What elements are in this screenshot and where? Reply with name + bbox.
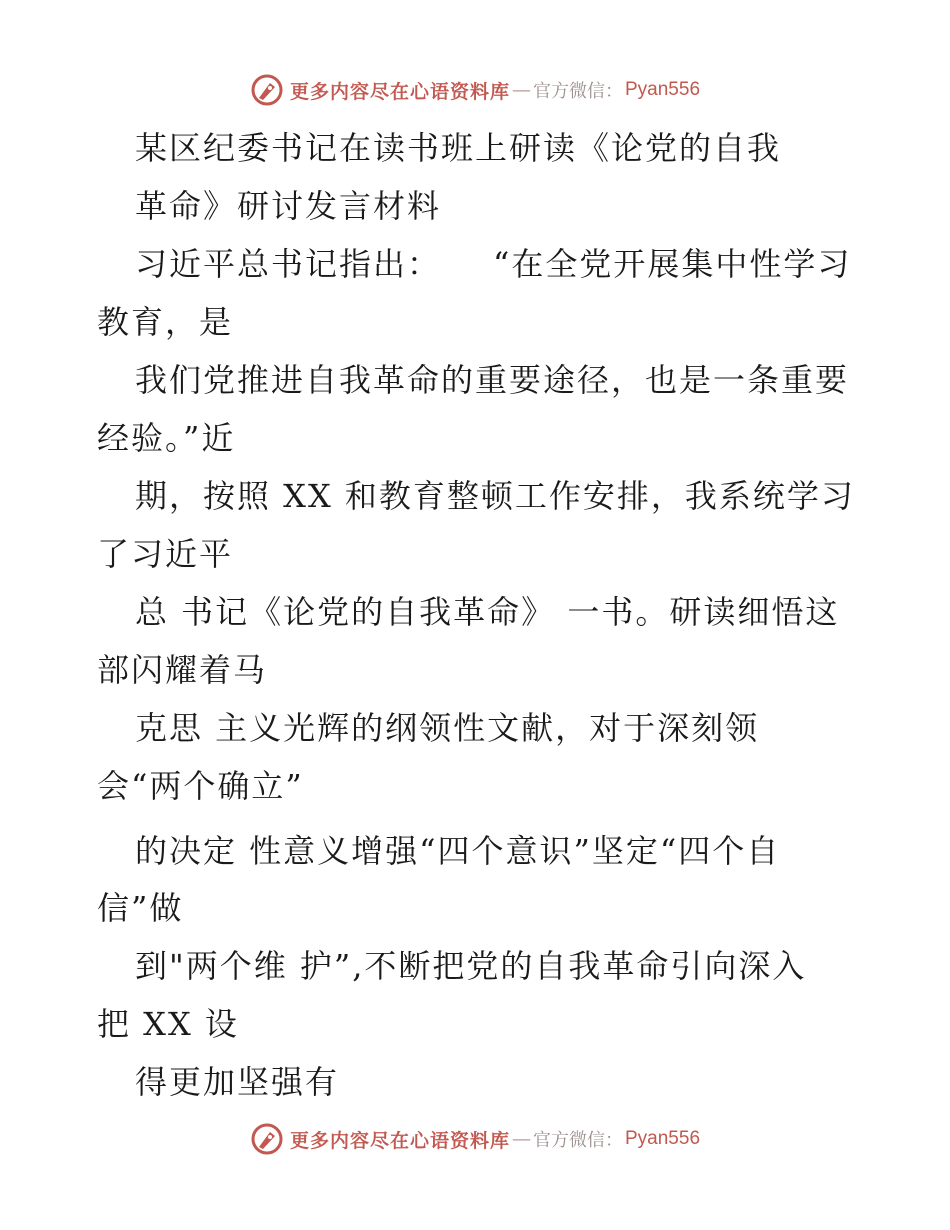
watermark-text: 更多内容尽在心语资料库 [289,80,510,103]
text-line: 我们党推进自我革命的重要途径，也是一条重要 [135,361,850,399]
text-line: 的决定 性意义增强“四个意识”坚定“四个自 [135,832,781,870]
watermark-label: 官方微信： [533,1130,623,1151]
text-line: 经验。”近 [97,419,236,457]
pen-nib-circle-icon [250,73,284,107]
watermark-wechat-id: Pyan556 [625,1128,701,1149]
text-line: 得更加坚强有 [135,1063,340,1101]
document-title-line-1: 某区纪委书记在读书班上研读《论党的自我 [135,129,782,167]
text-line: 了习近平 [97,535,234,573]
pen-nib-circle-icon [250,1122,284,1156]
text-line: 部闪耀着马 [97,651,268,689]
watermark-wechat-id: Pyan556 [625,79,701,100]
watermark-separator: — [512,79,531,101]
document-title-line-2: 革命》研讨发言材料 [135,187,442,225]
watermark-label: 官方微信： [533,81,623,102]
text-line: 到"两个维 护”,不断把党的自我革命引向深入 [135,947,807,985]
watermark-separator: — [512,1128,531,1150]
watermark-footer [0,1119,950,1159]
text-line: 信”做 [97,889,184,927]
text-line: 期，按照 XX 和教育整顿工作安排，我系统学习 [135,477,855,515]
text-line: 会“两个确立” [97,767,304,805]
text-line: 克思 主义光辉的纲领性文献，对于深刻领 [135,709,760,747]
text-line: 习近平总书记指出： “在全党开展集中性学习 [135,245,852,283]
text-line: 把 XX 设 [97,1005,239,1043]
watermark-header [0,70,950,110]
text-line: 总 书记《论党的自我革命》 一书。研读细悟这 [135,593,840,631]
watermark-text: 更多内容尽在心语资料库 [289,1129,510,1152]
text-line: 教育，是 [97,303,234,341]
